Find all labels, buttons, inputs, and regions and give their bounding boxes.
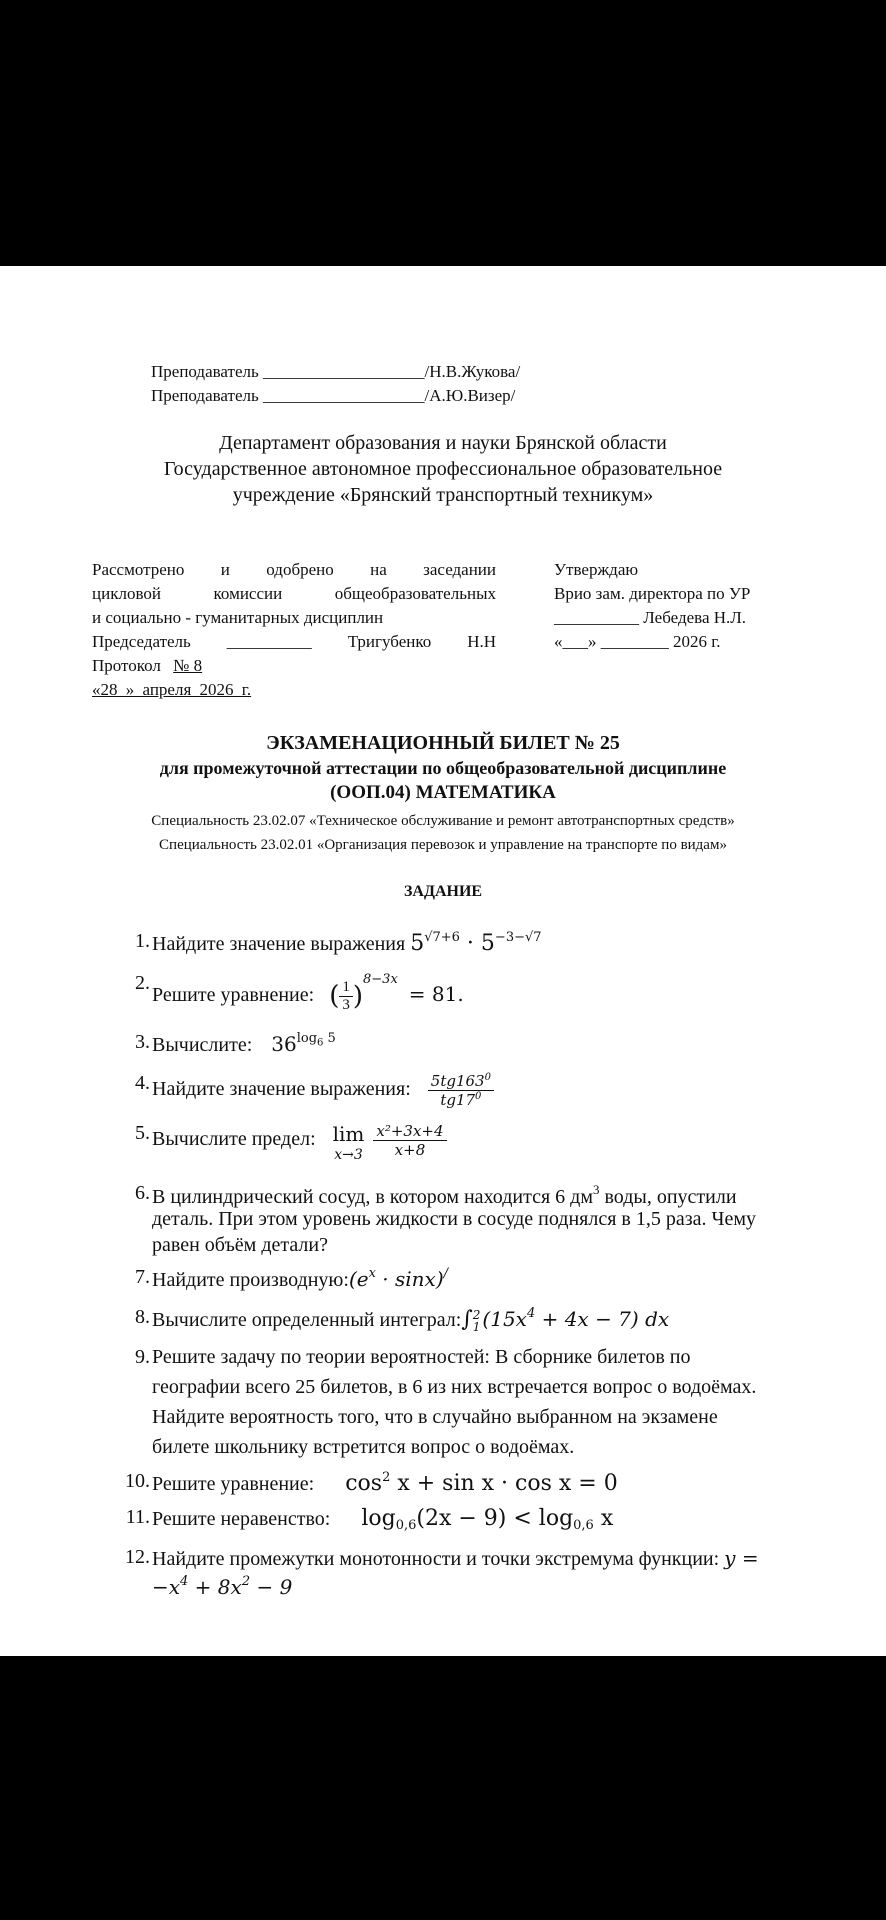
approval-line-1: Рассмотрено и одобрено на заседании [92, 560, 496, 579]
task-number: 9. [135, 1346, 150, 1368]
org-line-2: Государственное автономное профессиональное образовательное [163, 458, 723, 480]
integral-sign: ∫ [461, 1307, 473, 1332]
log-base: 0,6 [573, 1518, 594, 1533]
integrand-end: + 4x − 7) dx [535, 1307, 670, 1331]
tangent-fraction [428, 1072, 494, 1109]
task-number: 8. [135, 1306, 150, 1328]
approve-date: «___» ________ 2026 г. [554, 632, 721, 651]
upper-limit: 2 [472, 1307, 481, 1322]
numerator-text: 5tg163 [430, 1072, 485, 1090]
task-number: 6. [135, 1182, 150, 1204]
log-base: 0,6 [395, 1518, 417, 1533]
task-text: Решите неравенство: [152, 1508, 331, 1530]
chairman-line: Председатель __________ Тригубенко Н.Н [92, 632, 496, 651]
approval-date: «28 » апреля 2026 г. [92, 680, 252, 699]
exponent-x: x [368, 1266, 376, 1281]
fraction-denominator: x+8 [394, 1141, 426, 1159]
lim-subscript: x→3 [334, 1147, 363, 1163]
specialty-2: Специальность 23.02.01 «Организация перевозок и управление на транспорте по видам» [159, 837, 727, 853]
term-3: − 9 [250, 1575, 293, 1599]
limit-fraction [373, 1122, 446, 1159]
term-2: + 8x [188, 1575, 242, 1599]
task-3-expression [271, 1032, 336, 1056]
log-base: 6 [317, 1037, 324, 1049]
protocol-label: Протокол [92, 656, 161, 675]
task-number: 4. [135, 1072, 150, 1094]
power-4: 4 [526, 1306, 536, 1321]
inequality-middle: (2x − 9) < log [416, 1506, 574, 1531]
close-paren: ) [352, 981, 364, 1012]
task-text: Найдите значение выражения [152, 933, 406, 955]
task-text-line-2: географии всего 25 билетов, в 6 из них встречается вопрос о водоёмах. [152, 1376, 757, 1398]
org-line-1: Департамент образования и науки Брянской области [219, 432, 667, 454]
approve-label: Утверждаю [554, 560, 639, 579]
degree-sign: 0 [475, 1091, 482, 1102]
task-text-line-3: Найдите вероятность того, что в случайно выбранном на экзамене [152, 1406, 718, 1428]
ticket-subtitle: для промежуточной аттестации по общеобразовательной дисциплине [159, 758, 727, 778]
task-text-line-1-end: воды, опустили [599, 1186, 737, 1208]
task-text-line-4: билете школьнику встретится вопрос о водоёмах. [152, 1436, 575, 1458]
task-text: Вычислите определенный интеграл: [152, 1309, 462, 1331]
exponent-2: −3−√7 [494, 930, 542, 945]
task-text: Вычислите: [152, 1034, 253, 1056]
fraction-numerator: 1 [339, 979, 353, 997]
approver-signature: __________ Лебедева Н.Л. [554, 608, 747, 627]
square: 2 [382, 1470, 391, 1485]
degree-sign: 0 [484, 1072, 491, 1083]
denominator-text: tg17 [440, 1091, 476, 1109]
exponent-1: √7+6 [424, 930, 460, 945]
task-11-inequality [361, 1506, 613, 1531]
protocol-line [92, 656, 202, 676]
log-label: log [361, 1506, 396, 1531]
function-y: y = [724, 1546, 759, 1570]
power-4: 4 [180, 1574, 189, 1589]
integral-expression [461, 1306, 670, 1334]
task-number: 7. [135, 1266, 150, 1288]
protocol-number: № 8 [173, 656, 203, 675]
open-paren: ( [329, 981, 340, 1012]
task-number: 1. [135, 930, 150, 952]
task-10-equation [345, 1471, 618, 1496]
fraction-denominator: 3 [342, 996, 350, 1013]
integral-limits [473, 1309, 481, 1333]
task-text-line-1: В цилиндрический сосуд, в котором находится 6 дм [152, 1186, 593, 1208]
task-number: 12. [125, 1546, 150, 1568]
lim-label: lim [332, 1122, 365, 1146]
task-text: Вычислите предел: [152, 1128, 316, 1151]
task-text: Найдите значение выражения: [152, 1078, 411, 1101]
teacher-line-2: Преподаватель ___________________/А.Ю.Визер/ [151, 386, 516, 405]
inequality-end: x [593, 1506, 614, 1531]
derivative-expression [349, 1267, 448, 1291]
task-text-line-3: равен объём детали? [152, 1234, 328, 1256]
fraction-numerator: x²+3x+4 [373, 1122, 446, 1141]
lower-limit: 1 [472, 1319, 481, 1334]
fraction-numerator [428, 1072, 494, 1091]
integrand-start: (15x [482, 1307, 527, 1331]
task-text-line-1: Решите задачу по теории вероятностей: В сборнике билетов по [152, 1346, 691, 1368]
log-label: log [296, 1031, 318, 1046]
task-text-line-1: Найдите промежутки монотонности и точки экстремума функции: [152, 1548, 720, 1570]
task-number: 2. [135, 972, 150, 994]
expr-end: · sinx) [375, 1267, 444, 1291]
base-36: 36 [271, 1032, 297, 1056]
prime-mark: / [443, 1266, 449, 1281]
teacher-line-1: Преподаватель ___________________/Н.В.Жукова/ [151, 362, 521, 381]
task-text: Решите уравнение: [152, 1473, 315, 1495]
cube-superscript: 3 [593, 1182, 600, 1197]
approval-line-3: и социально - гуманитарных дисциплин [92, 608, 384, 627]
task-heading: ЗАДАНИЕ [403, 883, 483, 900]
fraction-one-third [339, 979, 353, 1014]
log-argument: 5 [323, 1031, 336, 1046]
discipline-name: (ООП.04) МАТЕМАТИКА [330, 782, 556, 803]
cos-label: cos [345, 1471, 383, 1496]
document-page [0, 266, 886, 1656]
task-number: 10. [125, 1470, 150, 1492]
task-1-expression [410, 931, 541, 956]
task-number: 5. [135, 1122, 150, 1144]
task-text: Решите уравнение: [152, 984, 315, 1006]
task-number: 11. [125, 1506, 150, 1528]
fraction-denominator [428, 1091, 494, 1109]
power-2: 2 [241, 1574, 251, 1589]
ticket-title: ЭКЗАМЕНАЦИОННЫЙ БИЛЕТ № 25 [266, 732, 620, 754]
specialty-1: Специальность 23.02.07 «Техническое обслуживание и ремонт автотранспортных средств» [151, 813, 735, 829]
exponent: 8−3x [363, 972, 398, 987]
multiply-5: · 5 [459, 931, 495, 956]
limit-operator [333, 1122, 365, 1164]
base-5: 5 [410, 931, 425, 956]
equation-rhs: = 81. [408, 982, 464, 1006]
expr-start: (e [348, 1267, 369, 1291]
approver-title: Врио зам. директора по УР [554, 584, 751, 603]
approval-line-2: цикловой комиссии общеобразовательных [92, 584, 496, 603]
task-number: 3. [135, 1031, 150, 1053]
equation-rest: x + sin x · cos x = 0 [390, 1471, 618, 1496]
task-text: Найдите производную: [152, 1269, 349, 1291]
log-exponent [296, 1031, 336, 1049]
task-text-line-2: деталь. При этом уровень жидкости в сосуде поднялся в 1,5 раза. Чему [152, 1208, 757, 1230]
term-1: −x [152, 1575, 181, 1599]
org-line-3: учреждение «Брянский транспортный техникум» [232, 484, 654, 506]
